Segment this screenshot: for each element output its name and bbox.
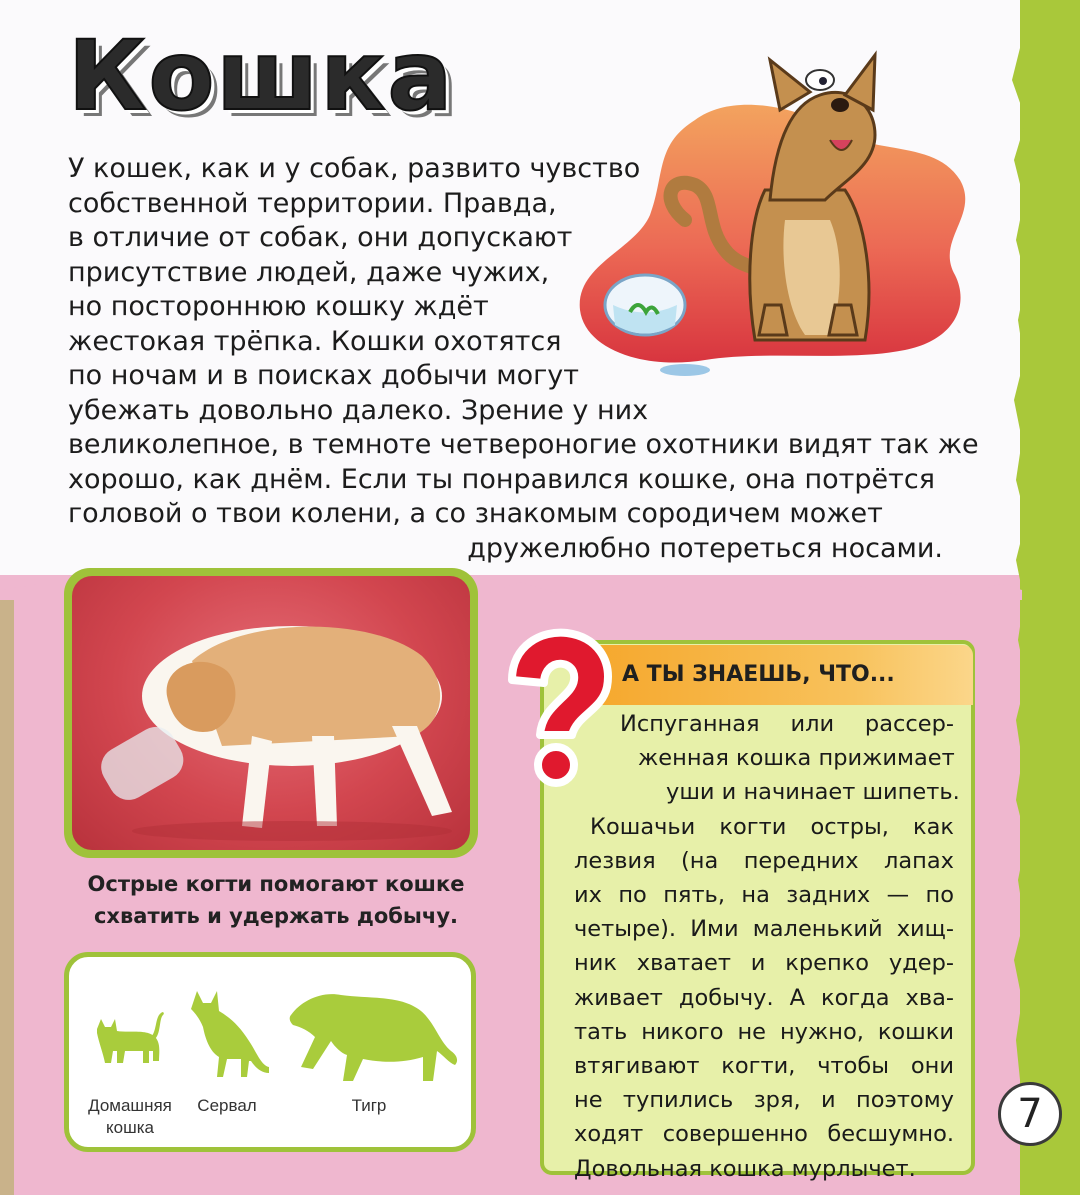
dyk-line: Довольная кошка мурлычет. <box>574 1155 916 1182</box>
intro-line: по ночам и в поисках добычи могут <box>68 360 579 391</box>
dyk-line: живает добычу. А когда хва- <box>574 984 954 1011</box>
page-number: 7 <box>998 1082 1062 1146</box>
intro-line: собственной территории. Правда, <box>68 187 557 219</box>
intro-line: У кошек, как и у собак, развито чувство <box>68 153 641 184</box>
cat-photo <box>72 576 470 850</box>
intro-line: хорошо, как днём. Если ты понравился кошке, она потрётся <box>68 463 935 495</box>
domestic-cat-silhouette-icon <box>97 1012 164 1063</box>
dyk-line: втягивают когти, чтобы они <box>574 1053 954 1080</box>
page-title: Кошка <box>68 20 455 132</box>
caption-line: схватить и удержать добычу. <box>93 904 458 928</box>
intro-line: убежать довольно далеко. Зрение у них <box>68 394 649 426</box>
dyk-line: лезвия (на передних лапах <box>574 847 954 874</box>
size-label-domestic-line1: Домашняя <box>88 1096 172 1115</box>
size-label-domestic-line2: кошка <box>106 1118 154 1137</box>
cat-photo-frame <box>64 568 478 858</box>
dyk-line: не тупились зря, и поэтому <box>574 1087 954 1114</box>
size-label-domestic-cat <box>75 1095 185 1139</box>
intro-line: но постороннюю кошку ждёт <box>68 291 489 322</box>
intro-line: дружелюбно потереться носами. <box>467 532 943 564</box>
cartoon-cat-illustration <box>575 50 1005 390</box>
caption-line: Острые когти помогают кошке <box>87 872 465 896</box>
size-comparison-box <box>64 952 476 1152</box>
dyk-line: их по пять, на задних — по <box>574 882 954 909</box>
dyk-line: Испуганная или рассер- <box>620 711 954 737</box>
cat-photo-image <box>72 576 470 850</box>
dyk-line: Кошачьи когти остры, как <box>590 813 954 840</box>
dyk-line: женная кошка прижимает <box>638 745 955 772</box>
intro-line: головой о твои колени, а со знакомым сородичем может <box>68 498 883 529</box>
did-you-know-title: А ТЫ ЗНАЕШЬ, ЧТО... <box>622 662 895 687</box>
intro-line: великолепное, в темноте четвероногие охотники видят так же <box>68 429 979 460</box>
dyk-line: ходят совершенно бесшумно. <box>574 1121 954 1148</box>
size-label-tiger: Тигр <box>351 1096 387 1115</box>
tiger-silhouette-icon <box>290 994 457 1081</box>
dyk-line: ник хватает и крепко удер- <box>574 950 954 977</box>
dyk-line: уши и начинает шипеть. <box>666 779 960 806</box>
serval-silhouette-icon <box>191 991 269 1077</box>
photo-caption <box>64 868 488 932</box>
intro-line: присутствие людей, даже чужих, <box>68 256 550 288</box>
intro-line: жестокая трёпка. Кошки охотятся <box>68 325 562 357</box>
dyk-line: четыре). Ими маленький хищ- <box>574 916 954 943</box>
intro-line: в отличие от собак, они допускают <box>68 222 573 253</box>
size-label-serval: Сервал <box>197 1096 257 1115</box>
dyk-line: тать никого не нужно, кошки <box>574 1018 954 1045</box>
did-you-know-text <box>574 707 960 1186</box>
